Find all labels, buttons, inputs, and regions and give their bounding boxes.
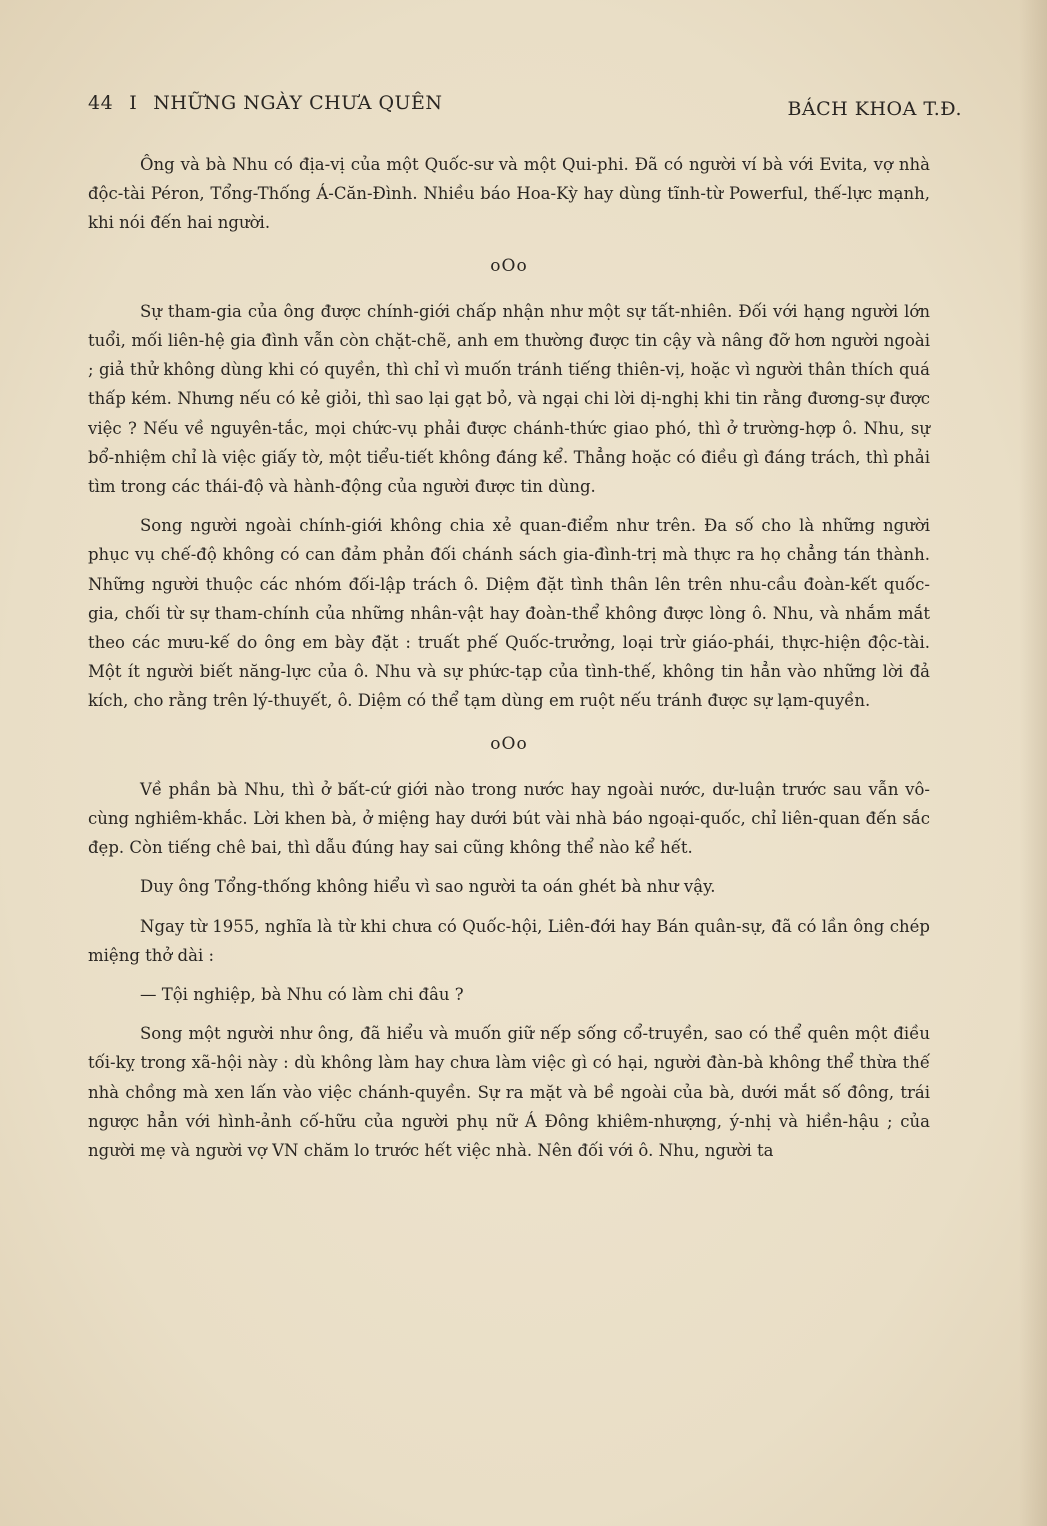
page-header (88, 92, 962, 122)
publication-name: BÁCH KHOA T.Đ. (787, 98, 962, 120)
header-left (88, 92, 443, 114)
page-body (88, 150, 930, 1165)
header-separator: I (129, 92, 138, 114)
section-separator-2: oOo (490, 733, 528, 754)
paragraph-2: Sự tham-gia của ông được chính-giới chấp nhận như một sự tất-nhiên. Đối với hạng người lớn tuổi, mối liên-hệ gia đình vẫn còn chặt-chẽ, anh em thường được tin cậy và nâng đỡ hơn người ngoài ; giả thử không dùng khi có quyền, thì chỉ vì muốn tránh tiếng thiên-vị, hoặc vì người thân thích quá thấp kém. Nhưng nếu có kẻ giỏi, thì sao lại gạt bỏ, và ngại chi lời dị-nghị khi tin rằng đương-sự được việc ? Nếu về nguyên-tắc, mọi chức-vụ phải được chánh-thức giao phó, thì ở trường-hợp ô. Nhu, sự bổ-nhiệm chỉ là việc giấy tờ, một tiểu-tiết không đáng kể. Thẳng hoặc có điều gì đáng trách, thì phải tìm trong các thái-độ và hành-động của người được tin dùng. (88, 301, 930, 497)
paragraph-1: Ông và bà Nhu có địa-vị của một Quốc-sư và một Qui-phi. Đã có người ví bà với Evita, vợ nhà độc-tài Péron, Tổng-Thống Á-Căn-Đình. Nhiều báo Hoa-Kỳ hay dùng tĩnh-từ Powerful, thế-lực mạnh, khi nói đến hai người. (88, 155, 930, 233)
paragraph-4: Về phần bà Nhu, thì ở bất-cứ giới nào trong nước hay ngoài nước, dư-luận trước sau vẫn vô-cùng nghiêm-khắc. Lời khen bà, ở miệng hay dưới bút vài nhà báo ngoại-quốc, chỉ liên-quan đến sắc đẹp. Còn tiếng chê bai, thì dẫu đúng hay sai cũng không thể nào kể hết. (88, 779, 930, 858)
book-title: NHỮNG NGÀY CHƯA QUÊN (153, 92, 443, 114)
paragraph-5: Duy ông Tổng-thống không hiểu vì sao người ta oán ghét bà như vậy. (140, 877, 716, 897)
dialogue-line: — Tội nghiệp, bà Nhu có làm chi đâu ? (140, 985, 464, 1005)
paragraph-6: Ngay từ 1955, nghĩa là từ khi chưa có Quốc-hội, Liên-đới hay Bán quân-sự, đã có lần ông chép miệng thở dài : (88, 916, 930, 965)
page-number: 44 (88, 92, 114, 114)
paragraph-8: Song một người như ông, đã hiểu và muốn giữ nếp sống cổ-truyền, sao có thể quên một điều tối-kỵ trong xã-hội này : dù không làm hay chưa làm việc gì có hại, người đàn-bà không thể thừa thế nhà chồng mà xen lấn vào việc chánh-quyền. Sự ra mặt và bề ngoài của bà, dưới mắt số đông, trái ngược hẳn với hình-ảnh cố-hữu của người phụ nữ Á Đông khiêm-nhượng, ý-nhị và hiền-hậu ; của người mẹ và người vợ VN chăm lo trước hết việc nhà. Nên đối với ô. Nhu, người ta (88, 1024, 930, 1161)
section-separator-1: oOo (490, 255, 528, 276)
paragraph-3: Song người ngoài chính-giới không chia xẻ quan-điểm như trên. Đa số cho là những người phục vụ chế-độ không có can đảm phản đối chánh sách gia-đình-trị mà thực ra họ chẳng tán thành. Những người thuộc các nhóm đối-lập trách ô. Diệm đặt tình thân lên trên nhu-cầu đoàn-kết quốc-gia, chối từ sự tham-chính của những nhân-vật hay đoàn-thể không được lòng ô. Nhu, và nhắm mắt theo các mưu-kế do ông em bày đặt : truất phế Quốc-trưởng, loại trừ giáo-phái, thực-hiện độc-tài. Một ít người biết năng-lực của ô. Nhu và sự phức-tạp của tình-thế, không tin hẳn vào những lời đả kích, cho rằng trên lý-thuyết, ô. Diệm có thể tạm dùng em ruột nếu tránh được sự lạm-quyền. (88, 516, 930, 711)
page-edge-shadow (1019, 0, 1047, 1526)
